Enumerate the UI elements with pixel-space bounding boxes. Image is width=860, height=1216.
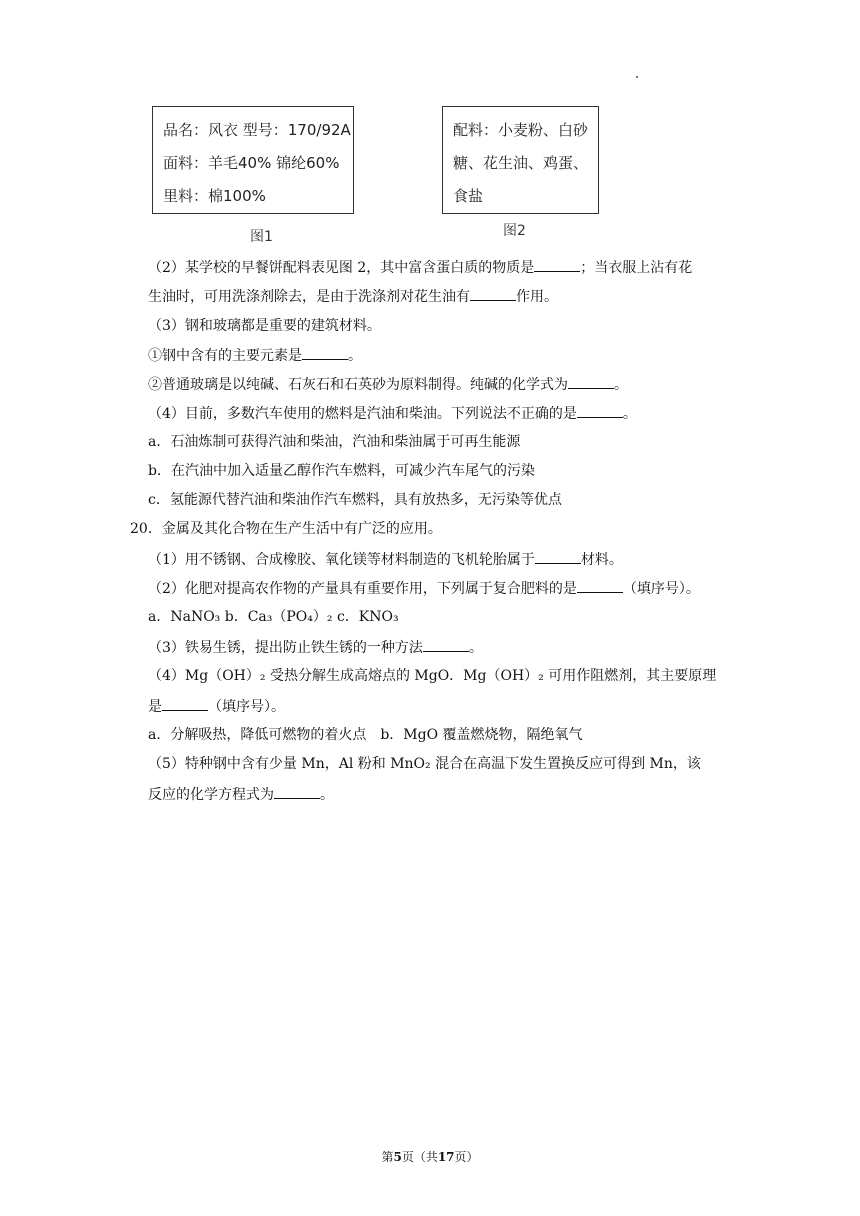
q20-p1: （1）用不锈钢、合成橡胶、氧化镁等材料制造的飞机轮胎属于 材料。 <box>148 549 623 570</box>
figure1-line3: 里料：棉100% <box>163 187 266 205</box>
answer-blank <box>534 257 580 272</box>
q19-p3-2: ②普通玻璃是以纯碱、石灰石和石英砂为原料制得。纯碱的化学式为 。 <box>148 374 628 395</box>
q20-p5-line1: （5）特种钢中含有少量 Mn，Al 粉和 MnO₂ 混合在高温下发生置换反应可得到 Mn，该 <box>148 756 701 772</box>
answer-blank <box>162 696 208 711</box>
figure2-line3: 食盐 <box>453 187 484 205</box>
q19-p2-line2: 生油时，可用洗涤剂除去，是由于洗涤剂对花生油有 作用。 <box>148 286 558 307</box>
total-pages: 17 <box>437 1150 455 1164</box>
q19-p4: （4）目前，多数汽车使用的燃料是汽油和柴油。下列说法不正确的是 。 <box>148 403 637 424</box>
answer-blank <box>274 784 320 799</box>
answer-blank <box>577 578 623 593</box>
answer-blank <box>423 637 469 652</box>
q19-p4-option-b: b．在汽油中加入适量乙醇作汽车燃料，可减少汽车尾气的污染 <box>148 463 535 479</box>
q20-p2: （2）化肥对提高农作物的产量具有重要作用，下列属于复合肥料的是 （填序号）。 <box>148 578 700 599</box>
figure1-box <box>152 106 354 214</box>
answer-blank <box>568 374 614 389</box>
answer-blank <box>470 286 516 301</box>
page-footer: 第5页（共17页） <box>381 1150 479 1164</box>
q20-title: 20．金属及其化合物在生产生活中有广泛的应用。 <box>130 521 442 537</box>
answer-blank <box>577 403 623 418</box>
current-page: 5 <box>393 1150 402 1164</box>
q20-p3: （3）铁易生锈，提出防止铁生锈的一种方法 。 <box>148 637 483 658</box>
q20-p2-options: a．NaNO₃ b．Ca₃（PO₄）₂ c．KNO₃ <box>148 609 399 625</box>
q19-p3: （3）钢和玻璃都是重要的建筑材料。 <box>148 318 381 334</box>
q20-p4-line1: （4）Mg（OH）₂ 受热分解生成高熔点的 MgO．Mg（OH）₂ 可用作阻燃剂，其主要原理 <box>148 668 717 684</box>
q20-p4-options: a．分解吸热，降低可燃物的着火点 b．MgO 覆盖燃烧物，隔绝氧气 <box>148 727 583 743</box>
q19-p4-option-c: c．氢能源代替汽油和柴油作汽车燃料，具有放热多，无污染等优点 <box>148 492 562 508</box>
figure1-caption: 图1 <box>250 229 273 245</box>
stray-dot <box>636 76 638 78</box>
q19-p2-line1: （2）某学校的早餐饼配料表见图 2，其中富含蛋白质的物质是 ；当衣服上沾有花 <box>148 257 692 278</box>
q19-p4-option-a: a．石油炼制可获得汽油和柴油，汽油和柴油属于可再生能源 <box>148 434 521 450</box>
figure2-line1: 配料：小麦粉、白砂 <box>453 121 589 139</box>
figure2-line2: 糖、花生油、鸡蛋、 <box>453 154 589 172</box>
answer-blank <box>535 549 581 564</box>
q19-p3-1: ①钢中含有的主要元素是 。 <box>148 345 362 366</box>
figure1-line2: 面料：羊毛40% 锦纶60% <box>163 154 340 172</box>
answer-blank <box>302 345 348 360</box>
figure2-box <box>442 106 599 214</box>
q20-p4-line2: 是 （填序号）。 <box>148 696 285 717</box>
figure2-caption: 图2 <box>503 223 526 239</box>
figure1-line1: 品名：风衣 型号：170/92A <box>163 121 351 139</box>
q20-p5-line2: 反应的化学方程式为 。 <box>148 784 334 805</box>
